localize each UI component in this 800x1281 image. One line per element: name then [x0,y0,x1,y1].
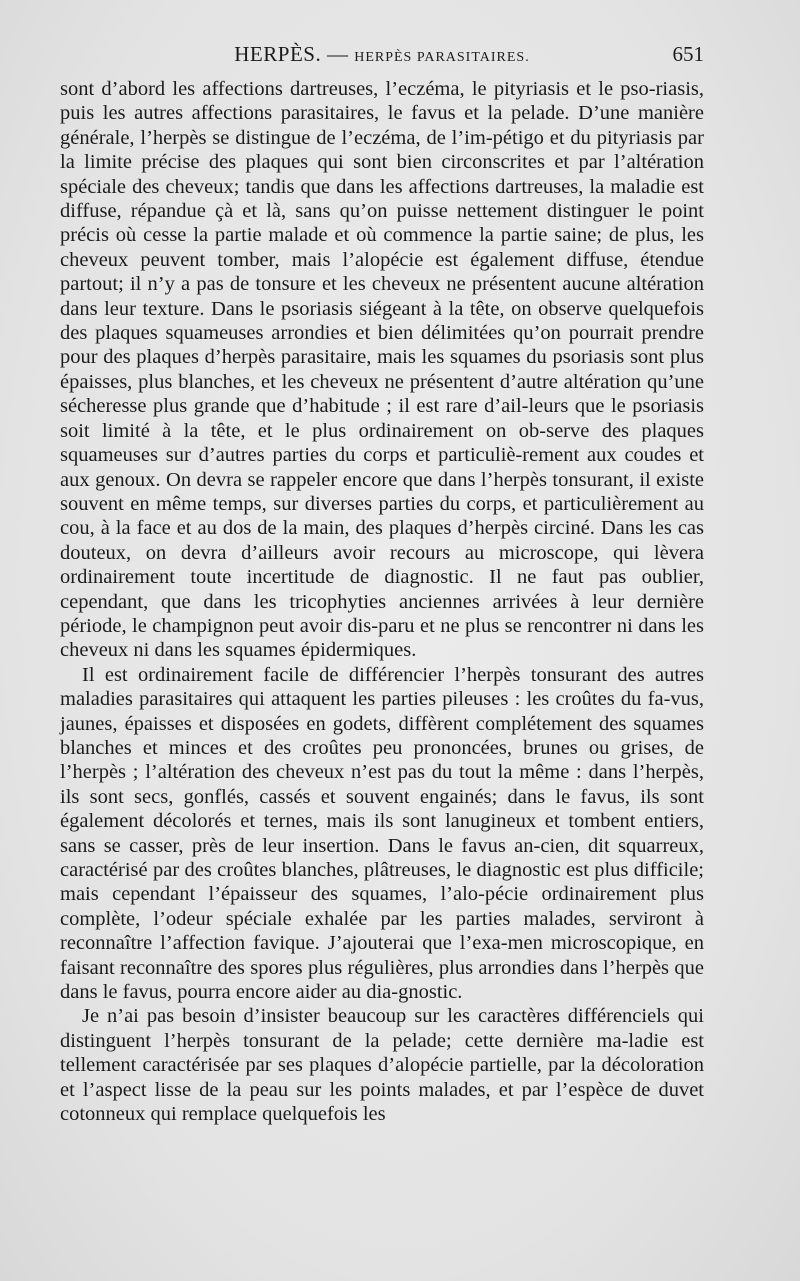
paragraph-2: Il est ordinairement facile de différencier l’herpès tonsurant des autres maladies parasitaires qui attaquent les parties pileuses : les croûtes du fa-vus, jaunes, épaisses et disposées en godets, diffèrent complétement des squames blanches et minces et des croûtes peu prononcées, brunes ou grises, de l’herpès ; l’altération des cheveux n’est pas du tout la même : dans l’herpès, ils sont secs, gonflés, cassés et souvent engainés; dans le favus, ils sont également décolorés et ternes, mais ils sont lanugineux et tombent entiers, sans se casser, près de leur insertion. Dans le favus an-cien, dit squarreux, caractérisé par des croûtes blanches, plâtreuses, le diagnostic est plus difficile; mais cependant l’épaisseur des squames, l’alo-pécie ordinairement plus complète, l’odeur spéciale exhalée par les parties malades, serviront à reconnaître l’affection favique. J’ajouterai que l’exa-men microscopique, en faisant reconnaître des spores plus régulières, plus arrondies dans l’herpès que dans le favus, pourra encore aider au dia-gnostic. [60,663,704,1004]
running-head-title: HERPÈS. [234,42,322,66]
page-number: 651 [672,42,704,66]
page-header [60,42,704,72]
paragraph-3: Je n’ai pas besoin d’insister beaucoup sur les caractères différenciels qui distinguent l’herpès tonsurant de la pelade; cette dernière ma-ladie est tellement caractérisée par ses plaques d’alopécie partielle, par la décoloration et l’aspect lisse de la peau sur les points malades, et par l’espèce de duvet cotonneux qui remplace quelquefois les [60,1005,704,1126]
running-head-separator: — [326,42,349,66]
body-text [60,77,704,1126]
paragraph-1: sont d’abord les affections dartreuses, l’eczéma, le pityriasis et le pso-riasis, puis les autres affections parasitaires, le favus et la pelade. D’une manière générale, l’herpès se distingue de l’eczéma, de l’im-pétigo et du pityriasis par la limite précise des plaques qui sont bien circonscrites et par l’altération spéciale des cheveux; tandis que dans les affections dartreuses, la maladie est diffuse, répandue çà et là, sans qu’on puisse nettement distinguer le point précis où cesse la partie malade et où commence la partie saine; de plus, les cheveux peuvent tomber, mais l’alopécie est également diffuse, étendue partout; il n’y a pas de tonsure et les cheveux ne présentent aucune altération dans leur texture. Dans le psoriasis siégeant à la tête, on observe quelquefois des plaques squameuses arrondies et bien délimitées qu’on pourrait prendre pour des plaques d’herpès parasitaire, mais les squames du psoriasis sont plus épaisses, plus blanches, et les cheveux ne présentent d’autre altération qu’une sécheresse plus grande que d’habitude ; il est rare d’ail-leurs que le psoriasis soit limité à la tête, et le plus ordinairement on ob-serve des plaques squameuses sur d’autres parties du corps et particuliè-rement aux coudes et aux genoux. On devra se rappeler encore que dans l’herpès tonsurant, il existe souvent en même temps, sur diverses parties du corps, et particulièrement au cou, à la face et au dos de la main, des plaques d’herpès circiné. Dans les cas douteux, on devra d’ailleurs avoir recours au microscope, qui lèvera ordinairement toute incertitude de diagnostic. Il ne faut pas oublier, cependant, que dans les tricophyties anciennes arrivées à leur dernière période, le champignon peut avoir dis-paru et ne plus se rencontrer ni dans les cheveux ni dans les squames épidermiques. [60,78,704,662]
running-head-subtitle: HERPÈS PARASITAIRES. [354,50,530,65]
running-head [60,42,704,67]
